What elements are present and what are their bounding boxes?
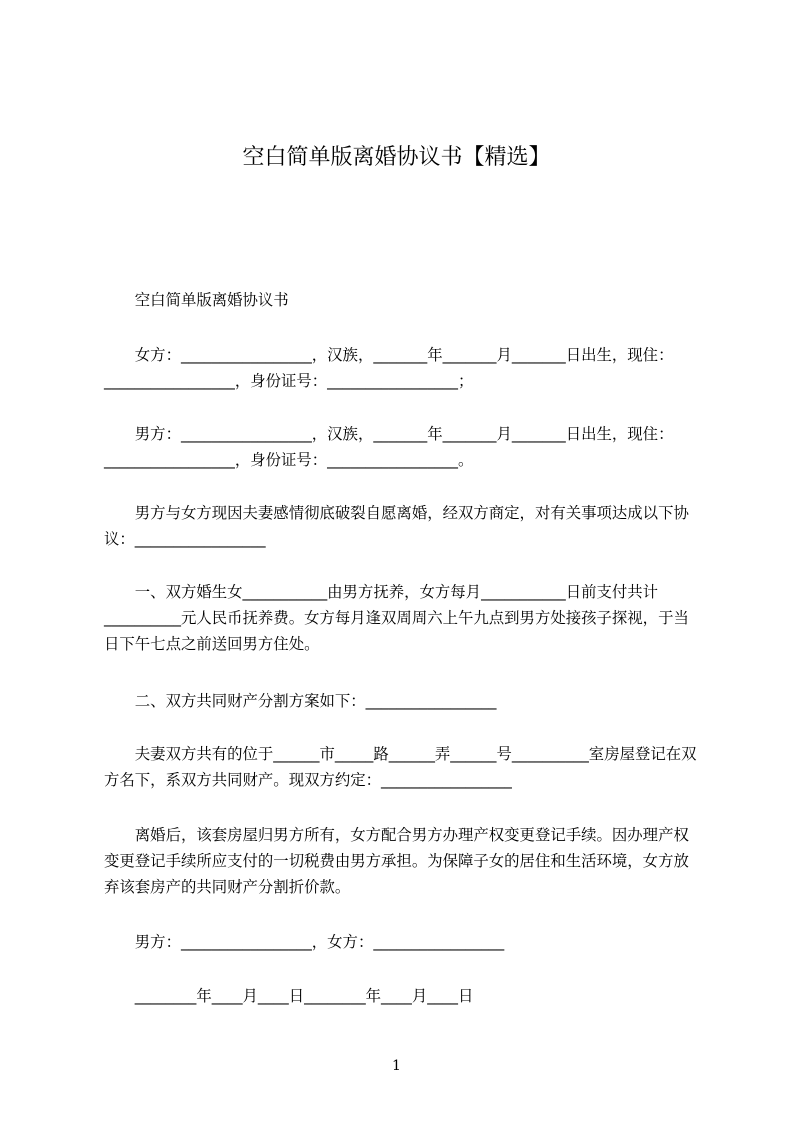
house-transfer-paragraph: 离婚后，该套房屋归男方所有，女方配合男方办理产权变更登记手续。因办理产权变更登记手续所应支付的一切税费由男方承担。为保障子女的居住和生活环境，女方放弃该套房产的共同财产分割折价款。 (104, 826, 689, 896)
agreement-intro-paragraph: 男方与女方现因夫妻感情彻底破裂自愿离婚，经双方商定，对有关事项达成以下协议：_________________ (104, 504, 689, 548)
house-ownership-paragraph: 夫妻双方共有的位于______市_____路______弄______号__________室房屋登记在双方名下，系双方共同财产。现双方约定：_________________ (104, 745, 697, 789)
dates-line: ________年____月____日________年____月____日 (104, 987, 474, 1005)
signatures-line: 男方：_________________，女方：_________________ (104, 933, 505, 951)
subtitle-paragraph: 空白简单版离婚协议书 (104, 291, 289, 309)
document-title: 空白简单版离婚协议书【精选】 (242, 145, 551, 170)
property-division-heading: 二、双方共同财产分割方案如下：_________________ (104, 692, 497, 710)
page-number: 1 (392, 1058, 401, 1074)
child-custody-paragraph: 一、双方婚生女___________由男方抚养，女方每月___________日前支付共计__________元人民币抚养费。女方每月逢双周周六上午九点到男方处接孩子探视，于当日下午七点之前送回男方住处。 (104, 583, 689, 653)
male-party-paragraph: 男方：_________________，汉族，_______年_______月_______日出生，现住：_________________，身份证号：_________________。 (104, 425, 674, 469)
female-party-paragraph: 女方：_________________，汉族，_______年_______月_______日出生，现住：_________________，身份证号：_________________； (104, 346, 674, 390)
